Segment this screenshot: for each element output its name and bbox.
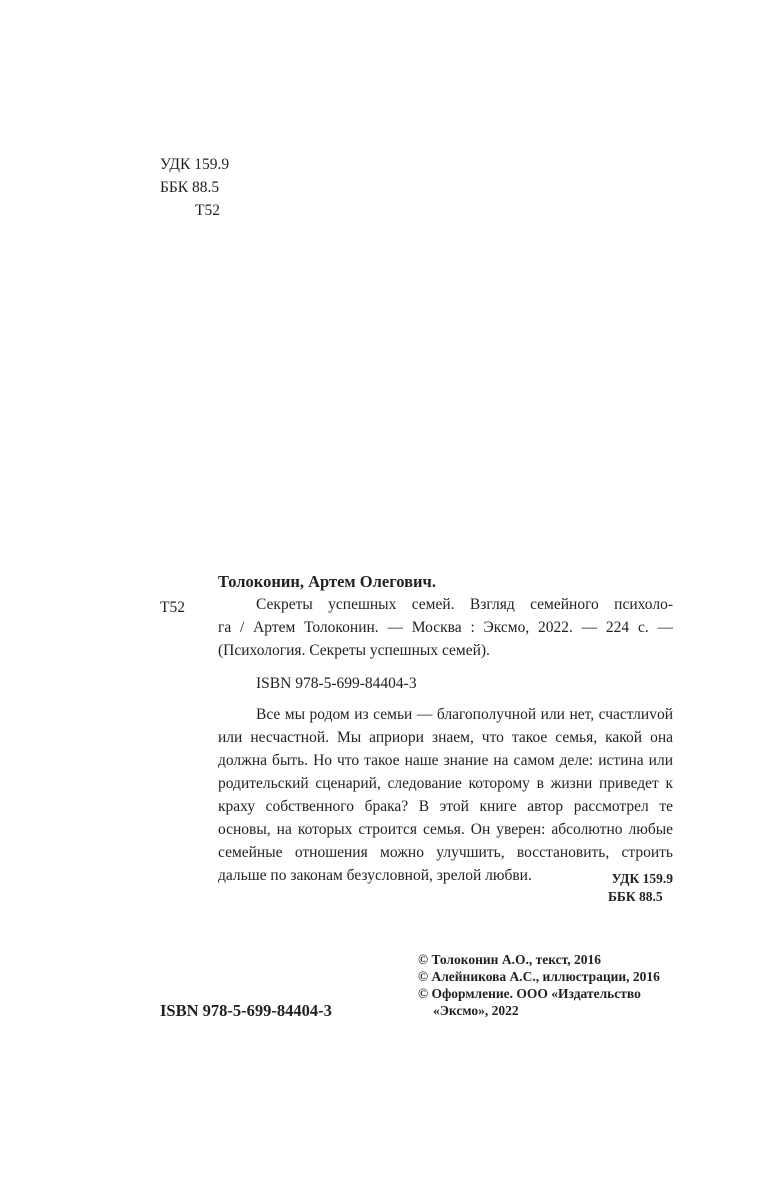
record-bbk: ББК 88.5: [608, 889, 663, 904]
record-isbn: ISBN 978-5-699-84404-3: [256, 675, 417, 692]
annotation-paragraph: Все мы родом из семьи — благополучной или нет, счастлиvой или несчастной. Мы априори знаем, что такое семья, какой она должна быть. Но что такое наше знание на самом деле: истина или родительский сценарий, следование которому в жизни приведет к краху собственного брака? В этой книге автор рассмотрел те основы, на которых строится семья. Он уверен: абсолютно любые семейные отношения можно улучшить, восстановить, строить дальше по законам безусловной, зрелой любви.: [218, 706, 673, 884]
copyright-line: © Оформление. ООО «Издательство: [418, 986, 641, 1001]
copyright-line: © Толоконин А.О., текст, 2016: [418, 952, 601, 967]
author-mark: Т52: [195, 202, 220, 219]
author-heading: Толоконин, Артем Олегович.: [218, 572, 436, 591]
title-line-1: Секреты успешных семей. Взгляд семейного психоло-: [256, 596, 673, 613]
bbk-code: ББК 88.5: [160, 179, 220, 196]
footer-isbn: ISBN 978-5-699-84404-3: [160, 1001, 332, 1020]
title-line-2: га / Артем Толоконин. — Москва : Эксмо, 2022. — 224 с. —: [218, 619, 673, 636]
title-line-3: (Психология. Секреты успешных семей).: [218, 642, 490, 659]
margin-author-mark: Т52: [160, 599, 185, 616]
copyright-line: © Алейникова А.С., иллюстрации, 2016: [418, 969, 660, 984]
record-udk: УДК 159.9: [611, 871, 673, 886]
copyright-line: «Эксмо», 2022: [433, 1003, 519, 1018]
udk-code: УДК 159.9: [160, 156, 230, 173]
